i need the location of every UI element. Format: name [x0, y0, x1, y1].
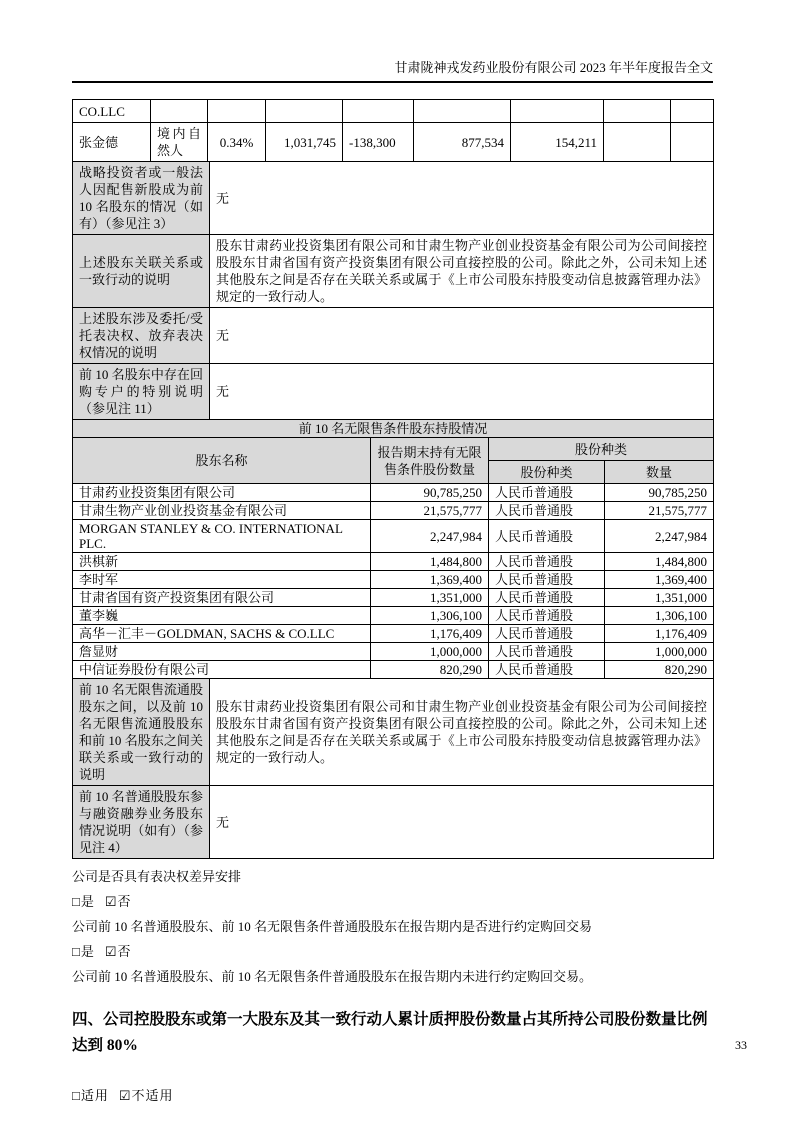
quantity-cell: 1,176,409: [605, 625, 714, 643]
note-row: [73, 308, 714, 364]
note-value-cell: 无: [210, 364, 714, 420]
table-cell: [604, 100, 671, 123]
unrestricted-count-cell: 1,306,100: [371, 607, 489, 625]
note-row: [73, 162, 714, 235]
shareholder-row: [73, 643, 714, 661]
table-cell: [671, 123, 714, 162]
yes-label: 是: [80, 894, 95, 909]
share-class-cell: 人民币普通股: [489, 571, 605, 589]
not-applicable-label: 不适用: [131, 1088, 174, 1103]
shareholder-row: [73, 520, 714, 553]
top-shareholders-notes-table: [72, 161, 714, 420]
note-row: [73, 679, 714, 786]
share-class-cell: 人民币普通股: [489, 484, 605, 502]
unrestricted-count-cell: 1,351,000: [371, 589, 489, 607]
table-cell: [511, 100, 604, 123]
column-header-unrestricted-count: 报告期末持有无限售条件股份数量: [371, 438, 489, 484]
shares-held-cell: 1,031,745: [266, 123, 343, 162]
column-header-shareholder-name: 股东名称: [73, 438, 371, 484]
shareholder-name-cell: 董李巍: [73, 607, 371, 625]
report-title: 甘肃陇神戎发药业股份有限公司 2023 年半年度报告全文: [394, 60, 713, 75]
voting-difference-question: 公司是否具有表决权差异安排: [72, 869, 242, 884]
unrestricted-count-cell: 1,484,800: [371, 553, 489, 571]
share-class-cell: 人民币普通股: [489, 589, 605, 607]
note-value-cell: 无: [210, 308, 714, 364]
note-label-cell: 战略投资者或一般法人因配售新股成为前 10 名股东的情况（如有）（参见注 3）: [73, 162, 210, 235]
unrestricted-shareholders-table: [72, 419, 714, 679]
table-cell: [671, 100, 714, 123]
repurchase-question: 公司前 10 名普通股股东、前 10 名无限售条件普通股股东在报告期内是否进行约定购回交易: [72, 919, 593, 934]
table-cell: 154,211: [511, 123, 604, 162]
table-cell: 877,534: [414, 123, 511, 162]
note-value-cell: 股东甘肃药业投资集团有限公司和甘肃生物产业创业投资基金有限公司为公司间接控股股东甘肃省国有资产投资集团有限公司直接控股的公司。除此之外，公司未知上述其他股东之间是否存在关联关系或属于《上市公司股东持股变动信息披露管理办法》规定的一致行动人。: [210, 235, 714, 308]
shareholder-name-cell: 李时军: [73, 571, 371, 589]
column-header-share-class: 股份种类: [489, 461, 605, 484]
top-shareholders-table-continued: [72, 99, 714, 162]
shareholder-row: [73, 484, 714, 502]
quantity-cell: 1,000,000: [605, 643, 714, 661]
unrestricted-shareholders-notes-table: [72, 678, 714, 859]
page-content: [72, 0, 713, 1117]
applicable-label: 适用: [80, 1088, 109, 1103]
shareholder-row: [73, 607, 714, 625]
unrestricted-count-cell: 820,290: [371, 661, 489, 679]
checkbox-unchecked-icon: □: [72, 944, 81, 959]
checkbox-unchecked-icon: □: [72, 894, 81, 909]
shareholder-row: [73, 661, 714, 679]
table-cell: [414, 100, 511, 123]
section-four-applicability: [72, 1085, 713, 1104]
shares-change-cell: -138,300: [343, 123, 414, 162]
unrestricted-count-cell: 1,000,000: [371, 643, 489, 661]
shareholder-name-cell: 洪棋新: [73, 553, 371, 571]
section-title: 前 10 名无限售条件股东持股情况: [73, 420, 714, 438]
shareholder-nature-cell: 境内自然人: [151, 123, 208, 162]
table-cell: [151, 100, 208, 123]
table-cell: [208, 100, 266, 123]
table-cell: [266, 100, 343, 123]
shareholder-name-cell: 高华－汇丰－GOLDMAN, SACHS & CO.LLC: [73, 625, 371, 643]
yes-label: 是: [80, 944, 95, 959]
repurchase-checkboxes: [72, 944, 713, 960]
checkbox-checked-icon: ☑: [104, 944, 118, 959]
note-row: [73, 786, 714, 859]
shareholder-name-cell: 甘肃省国有资产投资集团有限公司: [73, 589, 371, 607]
statements-section: [72, 869, 713, 985]
shareholder-name-cell: 詹显财: [73, 643, 371, 661]
table-row: [73, 123, 714, 162]
column-header-share-class-group: 股份种类: [489, 438, 714, 461]
repurchase-statement: 公司前 10 名普通股股东、前 10 名无限售条件普通股股东在报告期内未进行约定购回交易。: [72, 969, 593, 984]
no-label: 否: [117, 894, 132, 909]
shareholder-name-cell: CO.LLC: [73, 100, 151, 123]
checkbox-unchecked-icon: □: [72, 1088, 81, 1103]
column-header-quantity: 数量: [605, 461, 714, 484]
quantity-cell: 21,575,777: [605, 502, 714, 520]
shareholder-name-cell: MORGAN STANLEY & CO. INTERNATIONAL PLC.: [73, 520, 371, 553]
quantity-cell: 1,351,000: [605, 589, 714, 607]
page-header: [72, 0, 713, 83]
note-label-cell: 前 10 名股东中存在回购专户的特别说明（参见注 11）: [73, 364, 210, 420]
note-row: [73, 364, 714, 420]
checkbox-checked-icon: ☑: [118, 1088, 132, 1103]
quantity-cell: 1,484,800: [605, 553, 714, 571]
note-row: [73, 235, 714, 308]
note-value-cell: 无: [210, 786, 714, 859]
voting-difference-checkboxes: [72, 894, 713, 910]
note-label-cell: 前 10 名无限售流通股股东之间，以及前 10 名无限售流通股股东和前 10 名股东之间关联关系或一致行动的说明: [73, 679, 210, 786]
share-class-cell: 人民币普通股: [489, 502, 605, 520]
shareholder-name-cell: 甘肃药业投资集团有限公司: [73, 484, 371, 502]
section-title-row: [73, 420, 714, 438]
table-row: [73, 100, 714, 123]
shareholding-ratio-cell: 0.34%: [208, 123, 266, 162]
share-class-cell: 人民币普通股: [489, 607, 605, 625]
quantity-cell: 2,247,984: [605, 520, 714, 553]
quantity-cell: 90,785,250: [605, 484, 714, 502]
unrestricted-count-cell: 1,176,409: [371, 625, 489, 643]
shareholder-row: [73, 625, 714, 643]
note-value-cell: 无: [210, 162, 714, 235]
section-four-heading: 四、公司控股股东或第一大股东及其一致行动人累计质押股份数量占其所持公司股份数量比例达到 80%: [72, 1011, 708, 1054]
quantity-cell: 820,290: [605, 661, 714, 679]
table-cell: [604, 123, 671, 162]
note-label-cell: 上述股东关联关系或一致行动的说明: [73, 235, 210, 308]
quantity-cell: 1,306,100: [605, 607, 714, 625]
share-class-cell: 人民币普通股: [489, 520, 605, 553]
quantity-cell: 1,369,400: [605, 571, 714, 589]
shareholder-row: [73, 553, 714, 571]
shareholder-row: [73, 502, 714, 520]
note-value-cell: 股东甘肃药业投资集团有限公司和甘肃生物产业创业投资基金有限公司为公司间接控股股东甘肃省国有资产投资集团有限公司直接控股的公司。除此之外，公司未知上述其他股东之间是否存在关联关系或属于《上市公司股东持股变动信息披露管理办法》规定的一致行动人。: [210, 679, 714, 786]
share-class-cell: 人民币普通股: [489, 553, 605, 571]
share-class-cell: 人民币普通股: [489, 625, 605, 643]
share-class-cell: 人民币普通股: [489, 661, 605, 679]
note-label-cell: 上述股东涉及委托/受托表决权、放弃表决权情况的说明: [73, 308, 210, 364]
note-label-cell: 前 10 名普通股股东参与融资融券业务股东情况说明（如有）（参见注 4）: [73, 786, 210, 859]
checkbox-checked-icon: ☑: [104, 894, 118, 909]
table-header-row: [73, 438, 714, 461]
shareholder-row: [73, 589, 714, 607]
unrestricted-count-cell: 21,575,777: [371, 502, 489, 520]
page-number: 33: [735, 1038, 747, 1052]
no-label: 否: [117, 944, 132, 959]
shareholder-row: [73, 571, 714, 589]
unrestricted-count-cell: 90,785,250: [371, 484, 489, 502]
shareholder-name-cell: 甘肃生物产业创业投资基金有限公司: [73, 502, 371, 520]
shareholder-name-cell: 张金德: [73, 123, 151, 162]
table-cell: [343, 100, 414, 123]
unrestricted-count-cell: 2,247,984: [371, 520, 489, 553]
unrestricted-count-cell: 1,369,400: [371, 571, 489, 589]
share-class-cell: 人民币普通股: [489, 643, 605, 661]
shareholder-name-cell: 中信证券股份有限公司: [73, 661, 371, 679]
